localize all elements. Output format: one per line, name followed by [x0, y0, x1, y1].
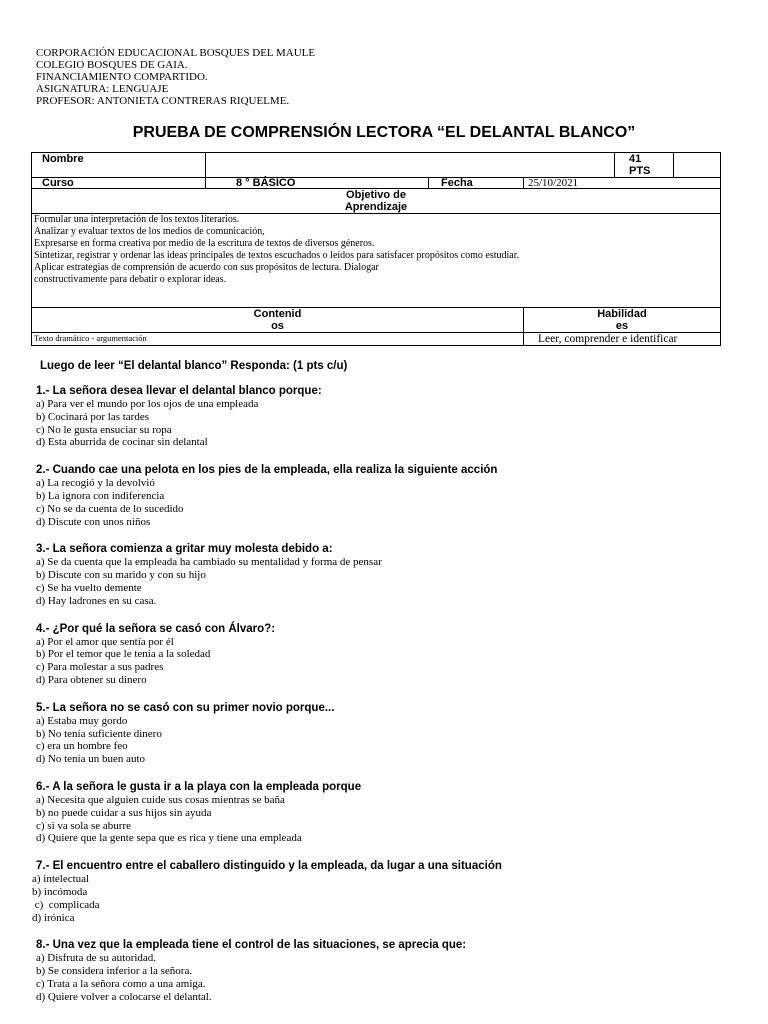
option-d[interactable]: d) Para obtener su dinero [36, 673, 147, 686]
question-8 [36, 938, 756, 1003]
option-a[interactable]: a) Por el amor que sentía por él [36, 635, 174, 648]
objetivo-header-line: Objetivo de [346, 189, 406, 201]
fecha-label: Fecha [429, 178, 524, 189]
option-b[interactable]: b) Discute con su marido y con su hijo [36, 569, 206, 582]
question-3 [36, 542, 756, 607]
question-6 [36, 780, 756, 845]
objetivo-item: Sintetizar, registrar y ordenar las ideas principales de textos escuchados o leídos para satisfacer propósitos como estudiar. [34, 250, 519, 261]
option-c[interactable]: c) complicada [32, 898, 100, 911]
option-c[interactable]: c) Trata a la señora como a una amiga. [36, 977, 206, 990]
option-c[interactable]: c) No se da cuenta de lo sucedido [36, 502, 184, 515]
option-c[interactable]: c) era un hombre feo [36, 740, 128, 753]
objetivos-list [32, 214, 721, 308]
question-stem: 6.- A la señora le gusta ir a la playa con la empleada porque [36, 780, 362, 793]
nombre-label: Nombre [32, 153, 206, 178]
header-line: ASIGNATURA: LENGUAJE [36, 83, 169, 95]
fecha-value: 25/10/2021 [524, 178, 721, 189]
contenido-value: Texto dramático - argumentación [32, 333, 524, 346]
option-b[interactable]: b) Se considera inferior a la señora. [36, 965, 193, 978]
question-stem: 1.- La señora desea llevar el delantal blanco porque: [36, 385, 322, 397]
objetivo-header-line: Aprendizaje [344, 201, 408, 213]
option-a[interactable]: a) Disfruta de su autoridad. [36, 952, 157, 965]
question-stem: 5.- La señora no se casó con su primer novio porque... [36, 701, 335, 714]
question-stem: 8.- Una vez que la empleada tiene el control de las situaciones, se aprecia que: [36, 939, 467, 952]
objetivo-item: Formular una interpretación de los textos literarios. [34, 214, 240, 225]
option-c[interactable]: c) Para molestar a sus padres [36, 661, 164, 674]
nombre-field[interactable] [206, 153, 615, 178]
contenidos-header-line: os [271, 320, 284, 332]
points-label: PTS [629, 165, 651, 177]
instructions: Luego de leer “El delantal blanco” Responda: (1 pts c/u) [40, 360, 348, 372]
document-title: PRUEBA DE COMPRENSIÓN LECTORA “EL DELANTAL BLANCO” [132, 124, 636, 141]
curso-value: 8 ° BÁSICO [206, 178, 429, 189]
option-a[interactable]: a) Para ver el mundo por los ojos de una empleada [36, 398, 259, 410]
objetivo-item: Aplicar estrategias de comprensión de acuerdo con sus propósitos de lectura. Dialogar [34, 262, 379, 273]
question-2 [36, 463, 756, 528]
option-c[interactable]: c) si va sola se aburre [36, 819, 131, 832]
header-line: CORPORACIÓN EDUCACIONAL BOSQUES DEL MAULE [36, 47, 316, 59]
option-d[interactable]: d) No tenía un buen auto [36, 753, 146, 766]
option-d[interactable]: d) Quiere que la gente sepa que es rica y tiene una empleada [36, 832, 302, 845]
option-b[interactable]: b) no puede cuidar a sus hijos sin ayuda [36, 806, 212, 819]
option-b[interactable]: b) Cocinará por las tardes [36, 410, 150, 423]
points-value: 41 [629, 153, 642, 165]
question-stem: 2.- Cuando cae una pelota en los pies de la empleada, ella realiza la siguiente acción [36, 464, 498, 477]
contenidos-header-line: Contenid [253, 308, 302, 320]
option-c[interactable]: c) No le gusta ensuciar su ropa [36, 423, 172, 436]
objetivo-item: constructivamente para debatir o explorar ideas. [34, 274, 227, 285]
option-b[interactable]: b) Por el temor que le tenía a la soledad [36, 648, 211, 661]
habilidades-header-line: Habilidad [597, 308, 647, 320]
habilidades-header [524, 308, 721, 333]
curso-label: Curso [32, 178, 206, 189]
habilidad-value: Leer, comprender e identificar [524, 333, 721, 346]
objetivo-header [32, 189, 721, 214]
option-a[interactable]: a) Necesita que alguien cuide sus cosas mientras se baña [36, 793, 285, 806]
header-line: FINANCIAMIENTO COMPARTIDO. [36, 71, 208, 83]
header-line: PROFESOR: ANTONIETA CONTRERAS RIQUELME. [36, 95, 290, 107]
question-5 [36, 701, 756, 766]
option-a[interactable]: a) intelectual [32, 873, 90, 886]
school-header [36, 47, 315, 107]
option-d[interactable]: d) Discute con unos niños [36, 515, 151, 528]
info-table [31, 152, 721, 346]
option-a[interactable]: a) La recogió y la devolvió [36, 477, 155, 490]
option-b[interactable]: b) incómoda [32, 885, 88, 898]
option-d[interactable]: d) Esta aburrida de cocinar sin delantal [36, 436, 208, 449]
option-a[interactable]: a) Estaba muy gordo [36, 714, 128, 727]
contenidos-header [32, 308, 524, 333]
objetivo-item: Expresarse en forma creativa por medio de la escritura de textos de diversos géneros. [34, 238, 375, 249]
question-1 [36, 384, 756, 449]
question-stem: 4.- ¿Por qué la señora se casó con Álvaro?: [36, 622, 276, 635]
option-d[interactable]: d) irónica [32, 911, 75, 924]
habilidades-header-line: es [615, 320, 629, 332]
option-b[interactable]: b) No tenía suficiente dinero [36, 727, 162, 740]
header-line: COLEGIO BOSQUES DE GAIA. [36, 59, 188, 71]
objetivo-item: Analizar y evaluar textos de los medios de comunicación, [34, 226, 265, 237]
question-4 [36, 622, 756, 687]
option-c[interactable]: c) Se ha vuelto demente [36, 581, 142, 594]
question-7 [32, 859, 756, 924]
question-stem: 7.- El encuentro entre el caballero distinguido y la empleada, da lugar a una situación [36, 860, 502, 873]
points-cell [615, 153, 674, 178]
option-d[interactable]: d) Quiere volver a colocarse el delantal. [36, 990, 212, 1003]
questions-list [32, 384, 756, 1018]
score-field[interactable] [674, 153, 721, 178]
question-stem: 3.- La señora comienza a gritar muy molesta debido a: [36, 543, 333, 556]
option-a[interactable]: a) Se da cuenta que la empleada ha cambiado su mentalidad y forma de pensar [36, 556, 382, 569]
option-b[interactable]: b) La ignora con indiferencia [36, 489, 165, 502]
option-d[interactable]: d) Hay ladrones en su casa. [36, 594, 157, 607]
